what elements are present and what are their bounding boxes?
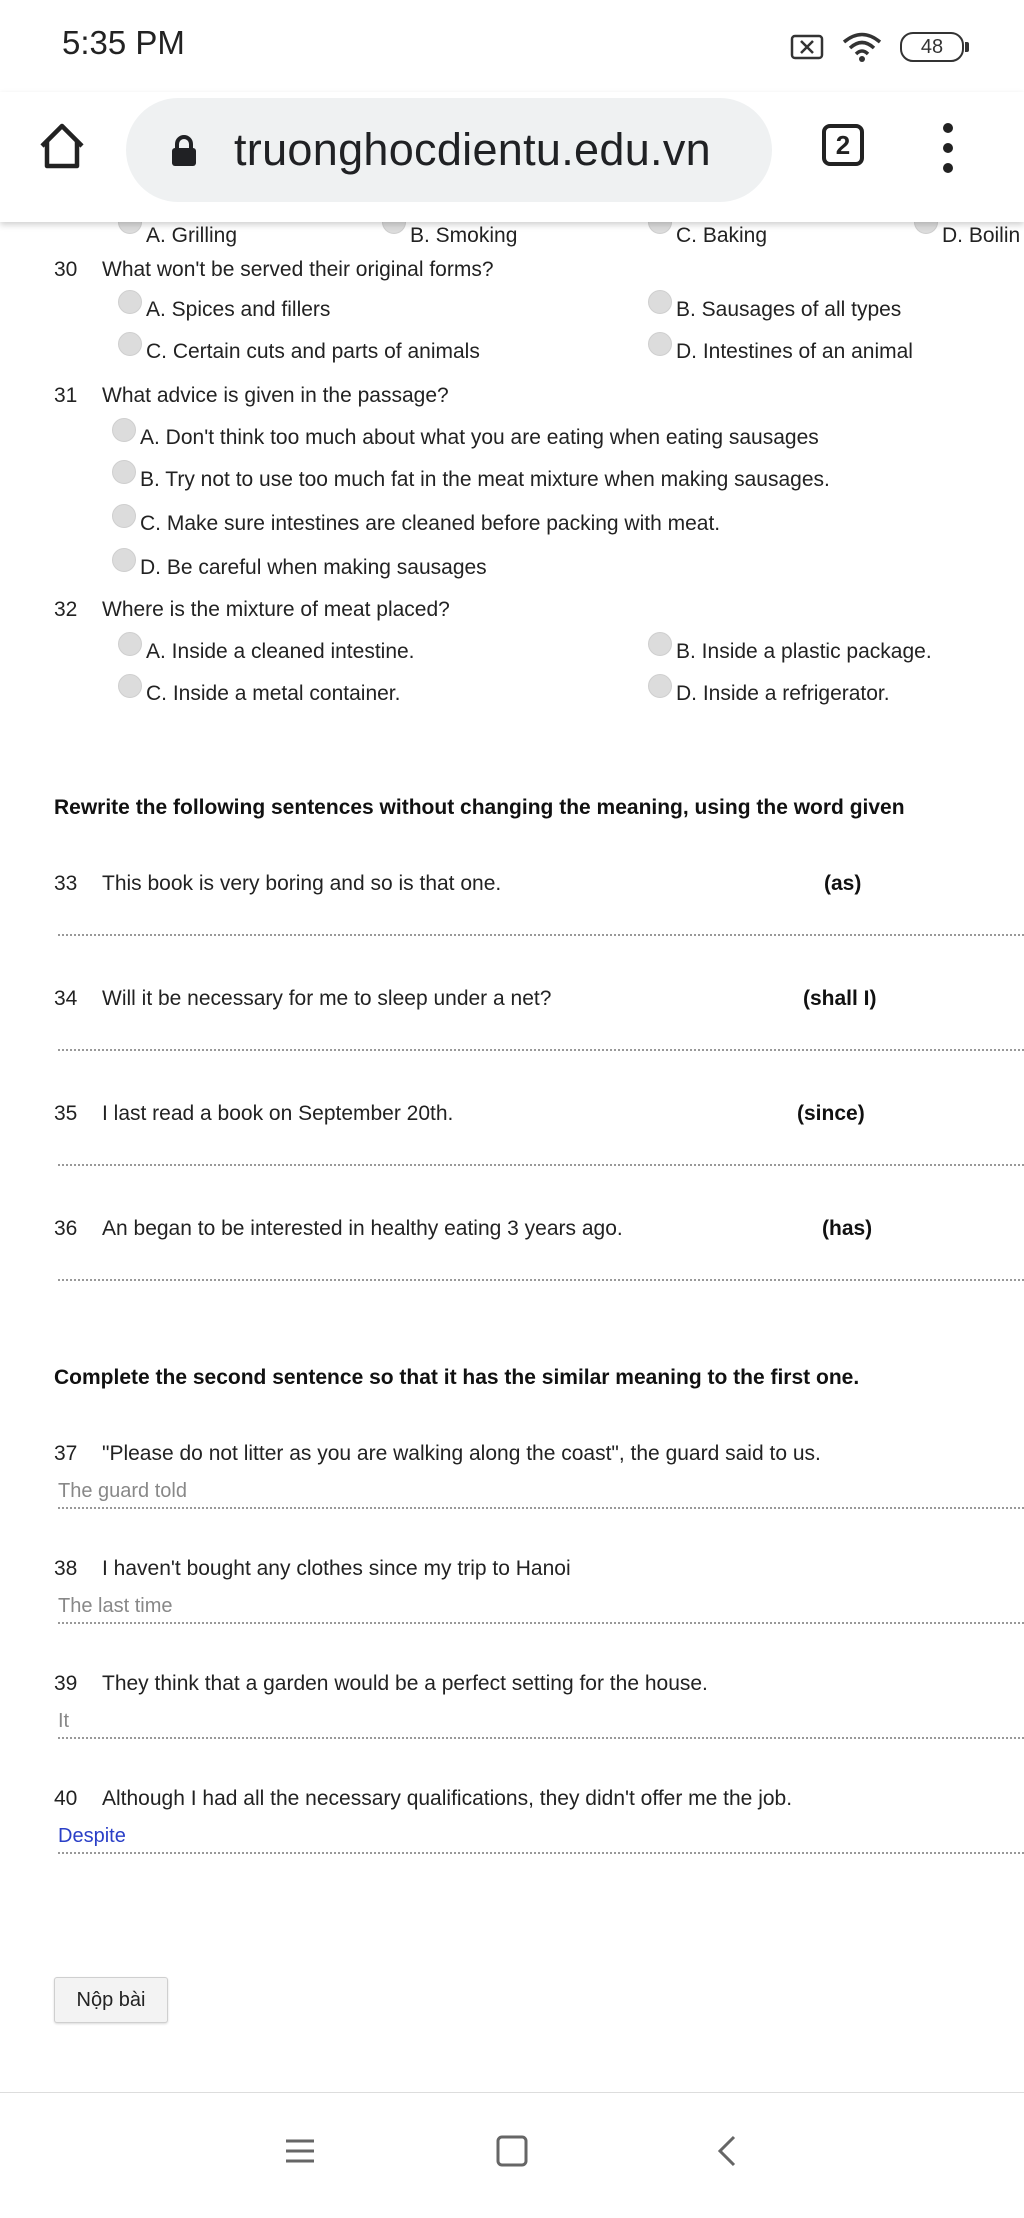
- answer-input-38[interactable]: The last time: [58, 1595, 173, 1617]
- question-36: 36 An began to be interested in healthy eating 3 years ago.: [54, 1217, 623, 1240]
- sim-missing-icon: [790, 34, 824, 60]
- tab-switcher-button[interactable]: 2: [822, 124, 864, 166]
- rewrite-section-heading: Rewrite the following sentences without changing the meaning, using the word given: [54, 796, 905, 819]
- option-29-c[interactable]: C. Baking: [648, 224, 767, 248]
- answer-line-40: [58, 1852, 1024, 1854]
- option-30-c[interactable]: C. Certain cuts and parts of animals: [118, 340, 480, 364]
- radio-button[interactable]: [118, 332, 142, 356]
- answer-input-37[interactable]: The guard told: [58, 1480, 187, 1502]
- question-32: 32 Where is the mixture of meat placed?: [54, 598, 450, 621]
- answer-line-38: [58, 1622, 1024, 1624]
- radio-button[interactable]: [118, 222, 142, 234]
- given-word-35: (since): [797, 1102, 865, 1125]
- option-31-b[interactable]: B. Try not to use too much fat in the meat mixture when making sausages.: [112, 468, 830, 492]
- recent-apps-icon[interactable]: [284, 2135, 316, 2167]
- option-32-c[interactable]: C. Inside a metal container.: [118, 682, 400, 706]
- option-32-b[interactable]: B. Inside a plastic package.: [648, 640, 932, 664]
- radio-button[interactable]: [112, 548, 136, 572]
- back-icon[interactable]: [712, 2135, 744, 2167]
- answer-input-36[interactable]: [58, 1279, 1024, 1281]
- question-33: 33 This book is very boring and so is that one.: [54, 872, 502, 895]
- option-31-d[interactable]: D. Be careful when making sausages: [112, 556, 487, 580]
- home-nav-icon[interactable]: [496, 2135, 528, 2167]
- answer-line-37: [58, 1507, 1024, 1509]
- option-29-d[interactable]: D. Boilin: [914, 224, 1020, 248]
- answer-input-39[interactable]: It: [58, 1710, 70, 1732]
- radio-button[interactable]: [648, 674, 672, 698]
- answer-line-39: [58, 1737, 1024, 1739]
- option-31-c[interactable]: C. Make sure intestines are cleaned before packing with meat.: [112, 512, 720, 536]
- complete-section-heading: Complete the second sentence so that it has the similar meaning to the first one.: [54, 1366, 860, 1389]
- wifi-icon: [842, 31, 882, 63]
- status-time: 5:35 PM: [62, 24, 185, 61]
- answer-input-35[interactable]: [58, 1164, 1024, 1166]
- battery-icon: 48: [900, 32, 964, 62]
- address-bar[interactable]: [126, 98, 772, 202]
- given-word-34: (shall I): [803, 987, 877, 1010]
- question-31: 31 What advice is given in the passage?: [54, 384, 449, 407]
- quiz-content: [0, 222, 1024, 2092]
- radio-button[interactable]: [648, 222, 672, 234]
- question-35: 35 I last read a book on September 20th.: [54, 1102, 454, 1125]
- option-30-d[interactable]: D. Intestines of an animal: [648, 340, 913, 364]
- answer-input-34[interactable]: [58, 1049, 1024, 1051]
- radio-button[interactable]: [914, 222, 938, 234]
- option-29-b[interactable]: B. Smoking: [382, 224, 517, 248]
- radio-button[interactable]: [648, 632, 672, 656]
- question-40: 40 Although I had all the necessary qualifications, they didn't offer me the job.: [54, 1787, 793, 1810]
- submit-button[interactable]: Nộp bài: [54, 1977, 168, 2023]
- radio-button[interactable]: [118, 674, 142, 698]
- more-options-icon[interactable]: [938, 122, 958, 174]
- radio-button[interactable]: [112, 418, 136, 442]
- radio-button[interactable]: [648, 290, 672, 314]
- option-32-a[interactable]: A. Inside a cleaned intestine.: [118, 640, 415, 664]
- system-navigation-bar: [0, 2092, 1024, 2218]
- question-30: 30 What won't be served their original forms?: [54, 258, 494, 281]
- question-34: 34 Will it be necessary for me to sleep under a net?: [54, 987, 552, 1010]
- status-icons: [790, 30, 964, 64]
- option-30-b[interactable]: B. Sausages of all types: [648, 298, 901, 322]
- question-38: 38 I haven't bought any clothes since my trip to Hanoi: [54, 1557, 571, 1580]
- question-39: 39 They think that a garden would be a perfect setting for the house.: [54, 1672, 708, 1695]
- option-31-a[interactable]: A. Don't think too much about what you are eating when eating sausages: [112, 426, 819, 450]
- answer-input-33[interactable]: [58, 934, 1024, 936]
- browser-toolbar: [0, 92, 1024, 222]
- lock-icon: [170, 134, 198, 168]
- radio-button[interactable]: [648, 332, 672, 356]
- question-37: 37 "Please do not litter as you are walking along the coast", the guard said to us.: [54, 1442, 821, 1465]
- option-32-d[interactable]: D. Inside a refrigerator.: [648, 682, 890, 706]
- answer-input-40[interactable]: Despite: [58, 1825, 126, 1847]
- option-29-a[interactable]: A. Grilling: [118, 224, 237, 248]
- radio-button[interactable]: [382, 222, 406, 234]
- radio-button[interactable]: [118, 290, 142, 314]
- radio-button[interactable]: [112, 504, 136, 528]
- option-30-a[interactable]: A. Spices and fillers: [118, 298, 330, 322]
- home-icon[interactable]: [36, 120, 88, 172]
- url-text[interactable]: truonghocdientu.edu.vn: [234, 124, 711, 175]
- status-bar: [0, 0, 1024, 92]
- given-word-36: (has): [822, 1217, 873, 1240]
- radio-button[interactable]: [118, 632, 142, 656]
- radio-button[interactable]: [112, 460, 136, 484]
- given-word-33: (as): [824, 872, 862, 895]
